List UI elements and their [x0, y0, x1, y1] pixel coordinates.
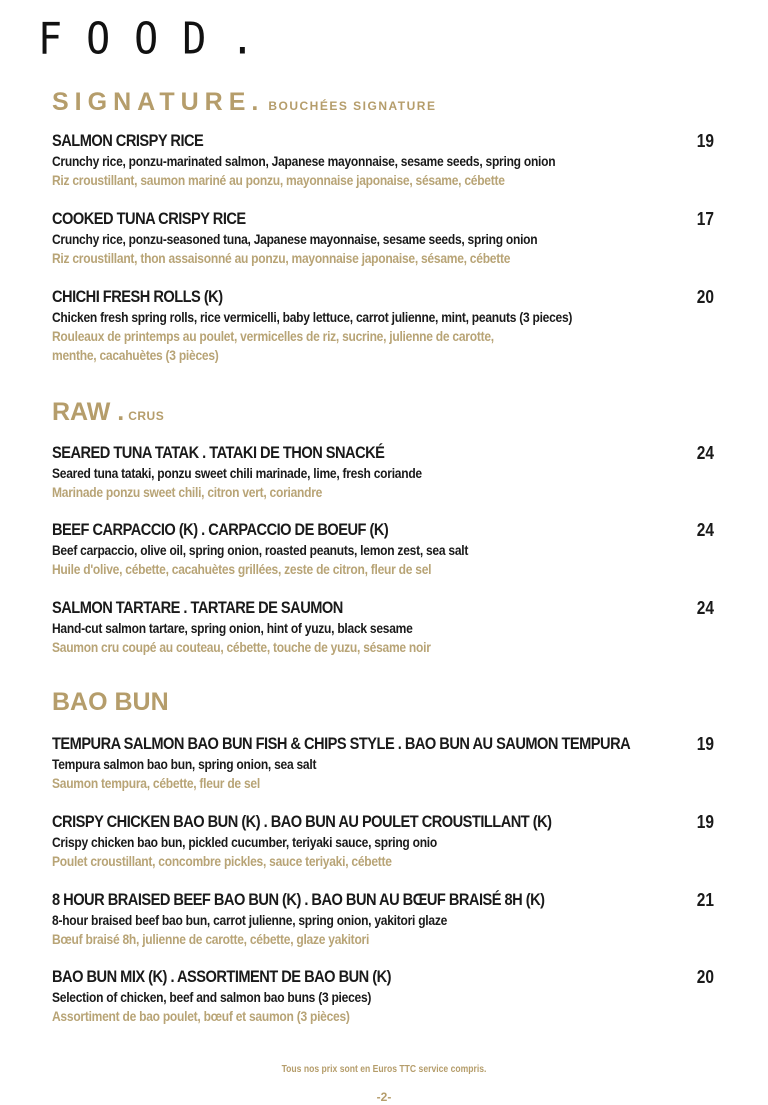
- item-description-fr: Bœuf braisé 8h, julienne de carotte, cébette, glaze yakitori: [52, 931, 370, 947]
- page-number: -2-: [376, 1090, 392, 1104]
- section-heading-raw: [52, 400, 722, 425]
- item-name: SALMON TARTARE . TARTARE DE SAUMON: [52, 598, 343, 617]
- section-signature: [52, 90, 722, 115]
- item-description-en: Crispy chicken bao bun, pickled cucumber, teriyaki sauce, spring onio: [52, 834, 437, 850]
- item-name: CRISPY CHICKEN BAO BUN (K) . BAO BUN AU POULET CROUSTILLANT (K): [52, 812, 552, 831]
- item-description-fr: Saumon tempura, cébette, fleur de sel: [52, 775, 260, 791]
- menu-item-salmon-crispy-rice: [52, 130, 712, 190]
- page-title: FOOD.: [38, 14, 279, 65]
- menu-item-cooked-tuna-crispy-rice: [52, 208, 712, 268]
- item-name: SALMON CRISPY RICE: [52, 131, 204, 150]
- menu-item-beef-carpaccio: [52, 519, 712, 579]
- item-price: 17: [696, 209, 714, 229]
- item-price: 24: [696, 520, 714, 540]
- item-name: SEARED TUNA TATAK . TATAKI DE THON SNACKÉ: [52, 443, 385, 462]
- item-name: CHICHI FRESH ROLLS (K): [52, 287, 223, 306]
- item-description-fr: Riz croustillant, saumon mariné au ponzu, mayonnaise japonaise, sésame, cébette: [52, 172, 505, 188]
- section-raw: [52, 400, 722, 425]
- section-title: RAW .: [52, 398, 125, 426]
- item-name: TEMPURA SALMON BAO BUN FISH & CHIPS STYLE . BAO BUN AU SAUMON TEMPURA: [52, 734, 631, 753]
- item-description-fr: Poulet croustillant, concombre pickles, sauce teriyaki, cébette: [52, 853, 392, 869]
- item-name: 8 HOUR BRAISED BEEF BAO BUN (K) . BAO BUN AU BŒUF BRAISÉ 8H (K): [52, 890, 545, 909]
- item-description-fr: Rouleaux de printemps au poulet, vermicelles de riz, sucrine, julienne de carotte,: [52, 328, 494, 344]
- item-price: 20: [696, 287, 714, 307]
- item-description-en: Hand-cut salmon tartare, spring onion, hint of yuzu, black sesame: [52, 620, 413, 636]
- section-subtitle: BOUCHÉES SIGNATURE: [268, 99, 437, 113]
- item-description-en: Crunchy rice, ponzu-seasoned tuna, Japanese mayonnaise, sesame seeds, spring onion: [52, 231, 538, 247]
- section-title: SIGNATURE.: [52, 88, 265, 116]
- section-title: BAO BUN: [52, 688, 169, 716]
- menu-item-tempura-salmon-bao-bun: [52, 733, 712, 793]
- item-price: 19: [696, 734, 714, 754]
- item-description-fr: Saumon cru coupé au couteau, cébette, touche de yuzu, sésame noir: [52, 639, 431, 655]
- item-description-en: Selection of chicken, beef and salmon bao buns (3 pieces): [52, 989, 372, 1005]
- item-description-en: Tempura salmon bao bun, spring onion, sea salt: [52, 756, 317, 772]
- item-name: BAO BUN MIX (K) . ASSORTIMENT DE BAO BUN (K): [52, 967, 392, 986]
- item-name: BEEF CARPACCIO (K) . CARPACCIO DE BOEUF (K): [52, 520, 389, 539]
- item-price: 19: [696, 812, 714, 832]
- item-description-en: Chicken fresh spring rolls, rice vermicelli, baby lettuce, carrot julienne, mint, peanuts (3 pieces): [52, 309, 573, 325]
- section-bao-bun: [52, 690, 722, 715]
- menu-item-braised-beef-bao-bun: [52, 889, 712, 949]
- item-price: 20: [696, 967, 714, 987]
- menu-item-chichi-fresh-rolls: [52, 286, 712, 365]
- item-price: 19: [696, 131, 714, 151]
- item-price: 21: [696, 890, 714, 910]
- menu-item-bao-bun-mix: [52, 966, 712, 1026]
- item-description-en: Crunchy rice, ponzu-marinated salmon, Japanese mayonnaise, sesame seeds, spring onion: [52, 153, 556, 169]
- section-heading-bao-bun: [52, 690, 722, 715]
- item-description-fr: Huile d'olive, cébette, cacahuètes grillées, zeste de citron, fleur de sel: [52, 561, 432, 577]
- item-description-fr: Marinade ponzu sweet chili, citron vert, coriandre: [52, 484, 323, 500]
- item-description-en: 8-hour braised beef bao bun, carrot julienne, spring onion, yakitori glaze: [52, 912, 448, 928]
- item-description-fr-line-2: menthe, cacahuètes (3 pièces): [52, 347, 219, 363]
- item-price: 24: [696, 443, 714, 463]
- menu-item-crispy-chicken-bao-bun: [52, 811, 712, 871]
- price-note: Tous nos prix sont en Euros TTC service compris.: [281, 1064, 487, 1075]
- item-description-fr: Assortiment de bao poulet, bœuf et saumon (3 pièces): [52, 1008, 350, 1024]
- menu-item-salmon-tartare: [52, 597, 712, 657]
- item-price: 24: [696, 598, 714, 618]
- menu-item-seared-tuna-tataki: [52, 442, 712, 502]
- section-heading-signature: [52, 90, 722, 115]
- item-name: COOKED TUNA CRISPY RICE: [52, 209, 246, 228]
- section-subtitle: CRUS: [128, 409, 165, 423]
- item-description-en: Seared tuna tataki, ponzu sweet chili marinade, lime, fresh coriande: [52, 465, 422, 481]
- item-description-en: Beef carpaccio, olive oil, spring onion, roasted peanuts, lemon zest, sea salt: [52, 542, 469, 558]
- item-description-fr: Riz croustillant, thon assaisonné au ponzu, mayonnaise japonaise, sésame, cébette: [52, 250, 511, 266]
